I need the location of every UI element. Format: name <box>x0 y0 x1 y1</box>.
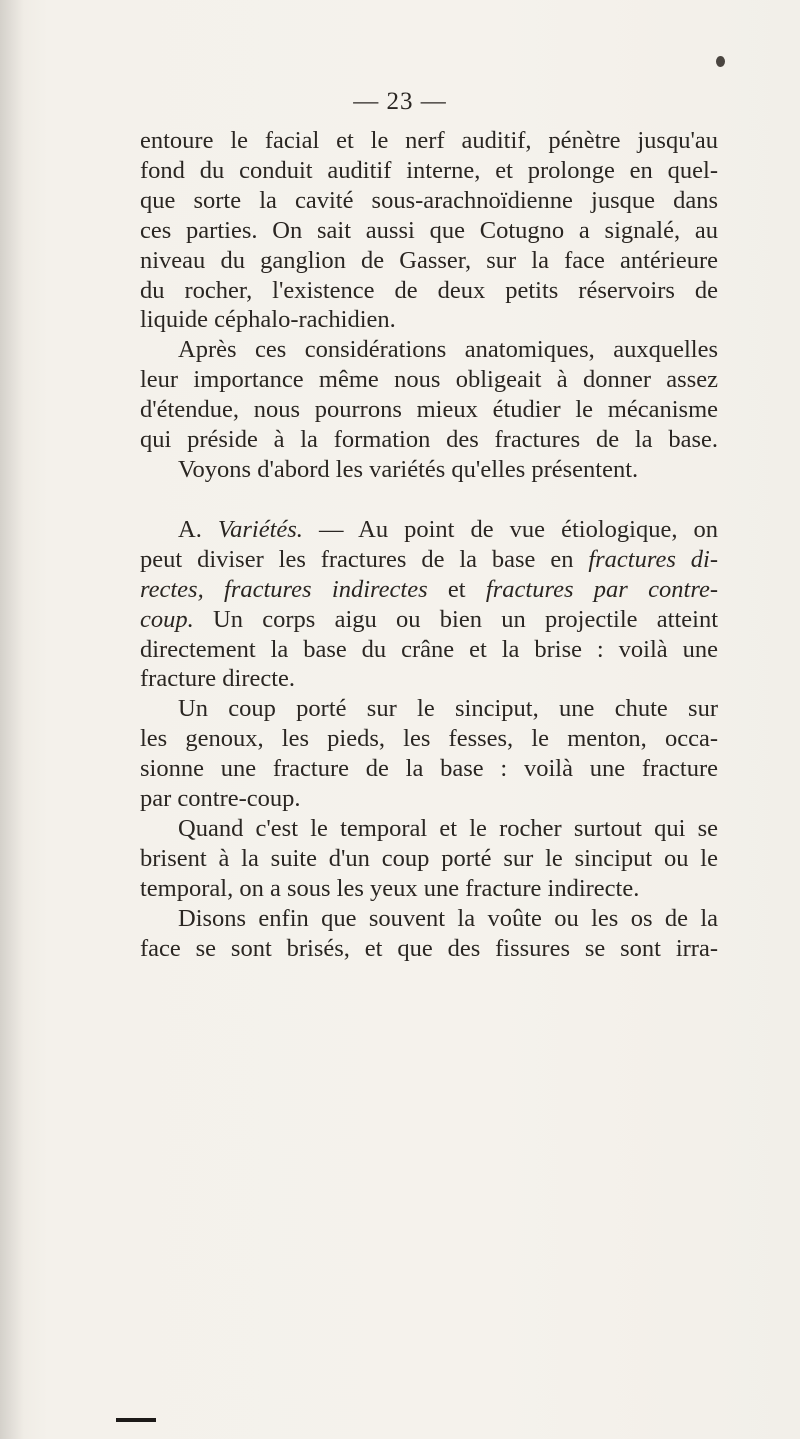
text-line: ces parties. On sait aussi que Cotugno a signalé, au <box>140 216 718 244</box>
text-line: les genoux, les pieds, les fesses, le menton, occa- <box>140 725 718 753</box>
text-line: sionne une fracture de la base : voilà une fracture <box>140 755 718 783</box>
text-line: rectes, fractures indirectes et fractures par contre- <box>140 575 718 603</box>
ink-speck <box>716 56 725 67</box>
paragraph-4 <box>140 694 718 814</box>
text-line: Voyons d'abord les variétés qu'elles présentent. <box>178 455 639 483</box>
text-line: que sorte la cavité sous-arachnoïdienne jusque dans <box>140 186 718 214</box>
paragraph-5 <box>140 814 718 904</box>
text-line: directement la base du crâne et la brise : voilà une <box>140 635 718 663</box>
text-line: temporal, on a sous les yeux une fracture indirecte. <box>140 874 640 902</box>
paragraph-3 <box>140 515 718 694</box>
scan-edge-mark <box>116 1418 156 1422</box>
text-line: d'étendue, nous pourrons mieux étudier le mécanisme <box>140 396 718 424</box>
text-line: peut diviser les fractures de la base en fractures di- <box>140 545 718 573</box>
text-line: entoure le facial et le nerf auditif, pénètre jusqu'au <box>140 127 718 154</box>
text-line: face se sont brisés, et que des fissures se sont irra- <box>140 934 718 962</box>
text-line: liquide céphalo-rachidien. <box>140 306 396 334</box>
text-line: brisent à la suite d'un coup porté sur le sinciput ou le <box>140 844 718 872</box>
text-line: Un coup porté sur le sinciput, une chute sur <box>178 695 718 723</box>
body-text <box>140 126 718 963</box>
text-line: Disons enfin que souvent la voûte ou les os de la <box>178 904 718 932</box>
paragraph-6 <box>140 904 718 964</box>
text-line: fracture directe. <box>140 665 296 693</box>
text-line: niveau du ganglion de Gasser, sur la face antérieure <box>140 246 718 274</box>
text-line: coup. Un corps aigu ou bien un projectile atteint <box>140 605 718 633</box>
paragraph-2 <box>140 335 718 485</box>
text-line: Après ces considérations anatomiques, auxquelles <box>178 336 718 364</box>
text-line: Quand c'est le temporal et le rocher surtout qui se <box>178 814 718 842</box>
text-line: leur importance même nous obligeait à donner assez <box>140 366 718 394</box>
page-number: — 23 — <box>353 88 447 115</box>
section-letter: A. Variétés. — Au point de vue étiologique, on <box>178 515 718 543</box>
text-line <box>140 515 718 545</box>
binding-shadow <box>0 0 24 1439</box>
text-line: qui préside à la formation des fractures de la base. <box>140 426 718 454</box>
text-line: par contre-coup. <box>140 785 301 813</box>
text-line: fond du conduit auditif interne, et prolonge en quel- <box>140 156 718 184</box>
text-line: du rocher, l'existence de deux petits réservoirs de <box>140 276 718 304</box>
paragraph-1 <box>140 126 718 335</box>
